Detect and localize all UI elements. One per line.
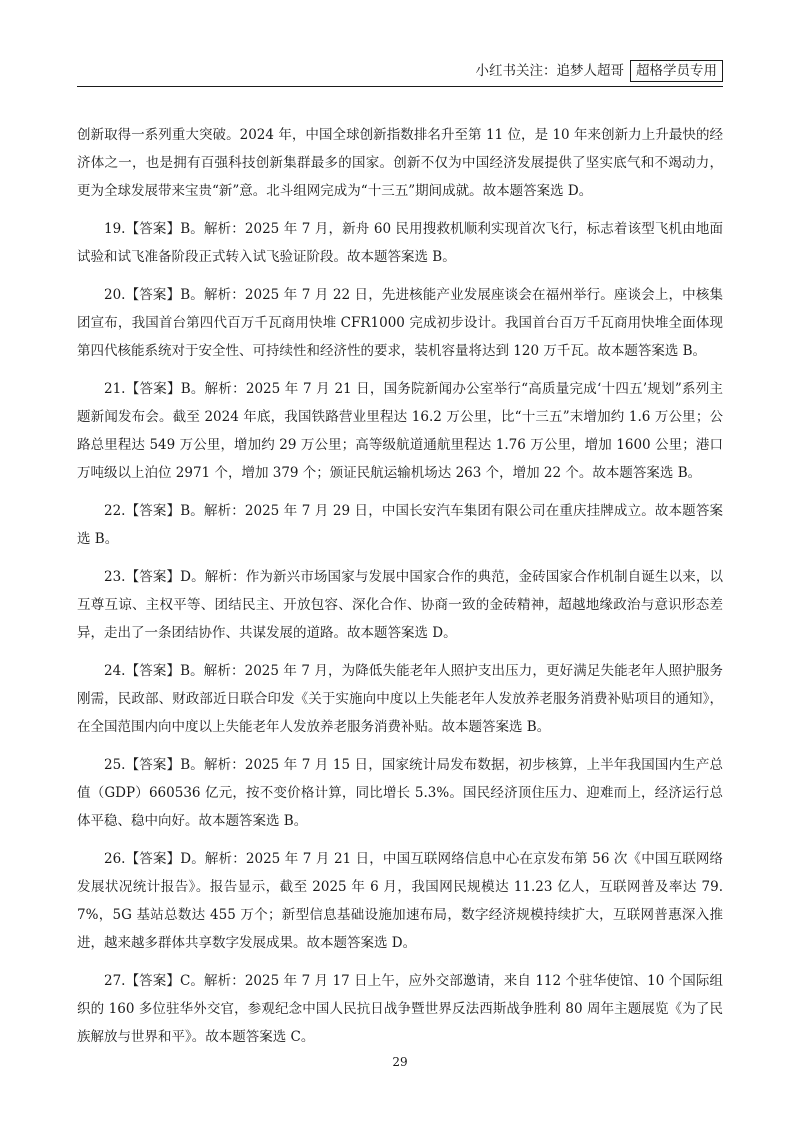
answer-20: 20.【答案】B。解析：2025 年 7 月 22 日，先进核能产业发展座谈会在福州举行。座谈会上，中核集团宣布，我国首台第四代百万千瓦商用快堆 CFR1000 完成初步设计。我国首台百万千瓦商用快堆全面体现第四代核能系统对于安全性、可持续性和经济性的要求，装机容量将达到 120 万千瓦。故本题答案选 B。 <box>77 287 723 359</box>
answer-21: 21.【答案】B。解析：2025 年 7 月 21 日，国务院新闻办公室举行“高质量完成‘十四五’规划”系列主题新闻发布会。截至 2024 年底，我国铁路营业里程达 16.2 万公里，比“十三五”末增加约 1.6 万公里；公路总里程达 549 万公里，增加约 29 万公里；高等级航道通航里程达 1.76 万公里，增加 1600 公里；港口万吨级以上泊位 2971 个，增加 379 个；颁证民航运输机场达 263 个，增加 22 个。故本题答案选 B。 <box>77 381 723 481</box>
answer-27: 27.【答案】C。解析：2025 年 7 月 17 日上午，应外交部邀请，来自 112 个驻华使馆、10 个国际组织的 160 多位驻华外交官，参观纪念中国人民抗日战争暨世界反法西斯战争胜利 80 周年主题展览《为了民族解放与世界和平》。故本题答案选 C。 <box>77 973 723 1045</box>
answer-explanations <box>77 121 723 1061</box>
page-header <box>476 60 724 82</box>
answer-23: 23.【答案】D。解析：作为新兴市场国家与发展中国家合作的典范，金砖国家合作机制自诞生以来，以互尊互谅、主权平等、团结民主、开放包容、深化合作、协商一致的金砖精神，超越地缘政治与意识形态差异，走出了一条团结协作、共谋发展的道路。故本题答案选 D。 <box>77 569 723 641</box>
answer-22: 22.【答案】B。解析：2025 年 7 月 29 日，中国长安汽车集团有限公司在重庆挂牌成立。故本题答案选 B。 <box>77 503 723 547</box>
page-number: 29 <box>392 1055 408 1069</box>
answer-24: 24.【答案】B。解析：2025 年 7 月，为降低失能老年人照护支出压力，更好满足失能老年人照护服务刚需，民政部、财政部近日联合印发《关于实施向中度以上失能老年人发放养老服务消费补贴项目的通知》，在全国范围内向中度以上失能老年人发放养老服务消费补贴。故本题答案选 B。 <box>77 663 723 735</box>
answer-19: 19.【答案】B。解析：2025 年 7 月，新舟 60 民用搜救机顺利实现首次飞行，标志着该型飞机由地面试验和试飞准备阶段正式转入试飞验证阶段。故本题答案选 B。 <box>77 221 723 265</box>
header-follow-text: 小红书关注：追梦人超哥 <box>475 63 624 79</box>
answer-26: 26.【答案】D。解析：2025 年 7 月 21 日，中国互联网络信息中心在京发布第 56 次《中国互联网络发展状况统计报告》。报告显示，截至 2025 年 6 月，我国网民规模达 11.23 亿人，互联网普及率达 79.7%，5G 基站总数达 455 万个；新型信息基础设施加速布局，数字经济规模持续扩大，互联网普惠深入推进，越来越多群体共享数字发展成果。故本题答案选 D。 <box>77 851 723 951</box>
answer-25: 25.【答案】B。解析：2025 年 7 月 15 日，国家统计局发布数据，初步核算，上半年我国国内生产总值（GDP）660536 亿元，按不变价格计算，同比增长 5.3%。国民经济顶住压力、迎难而上，经济运行总体平稳、稳中向好。故本题答案选 B。 <box>77 757 723 829</box>
header-badge: 超格学员专用 <box>630 60 723 82</box>
header-divider <box>77 86 723 87</box>
paragraph-continuation: 创新取得一系列重大突破。2024 年，中国全球创新指数排名升至第 11 位，是 10 年来创新力上升最快的经济体之一，也是拥有百强科技创新集群最多的国家。创新不仅为中国经济发展提供了坚实底气和不竭动力，更为全球发展带来宝贵“新”意。北斗组网完成为“十三五”期间成就。故本题答案选 D。 <box>77 127 723 199</box>
